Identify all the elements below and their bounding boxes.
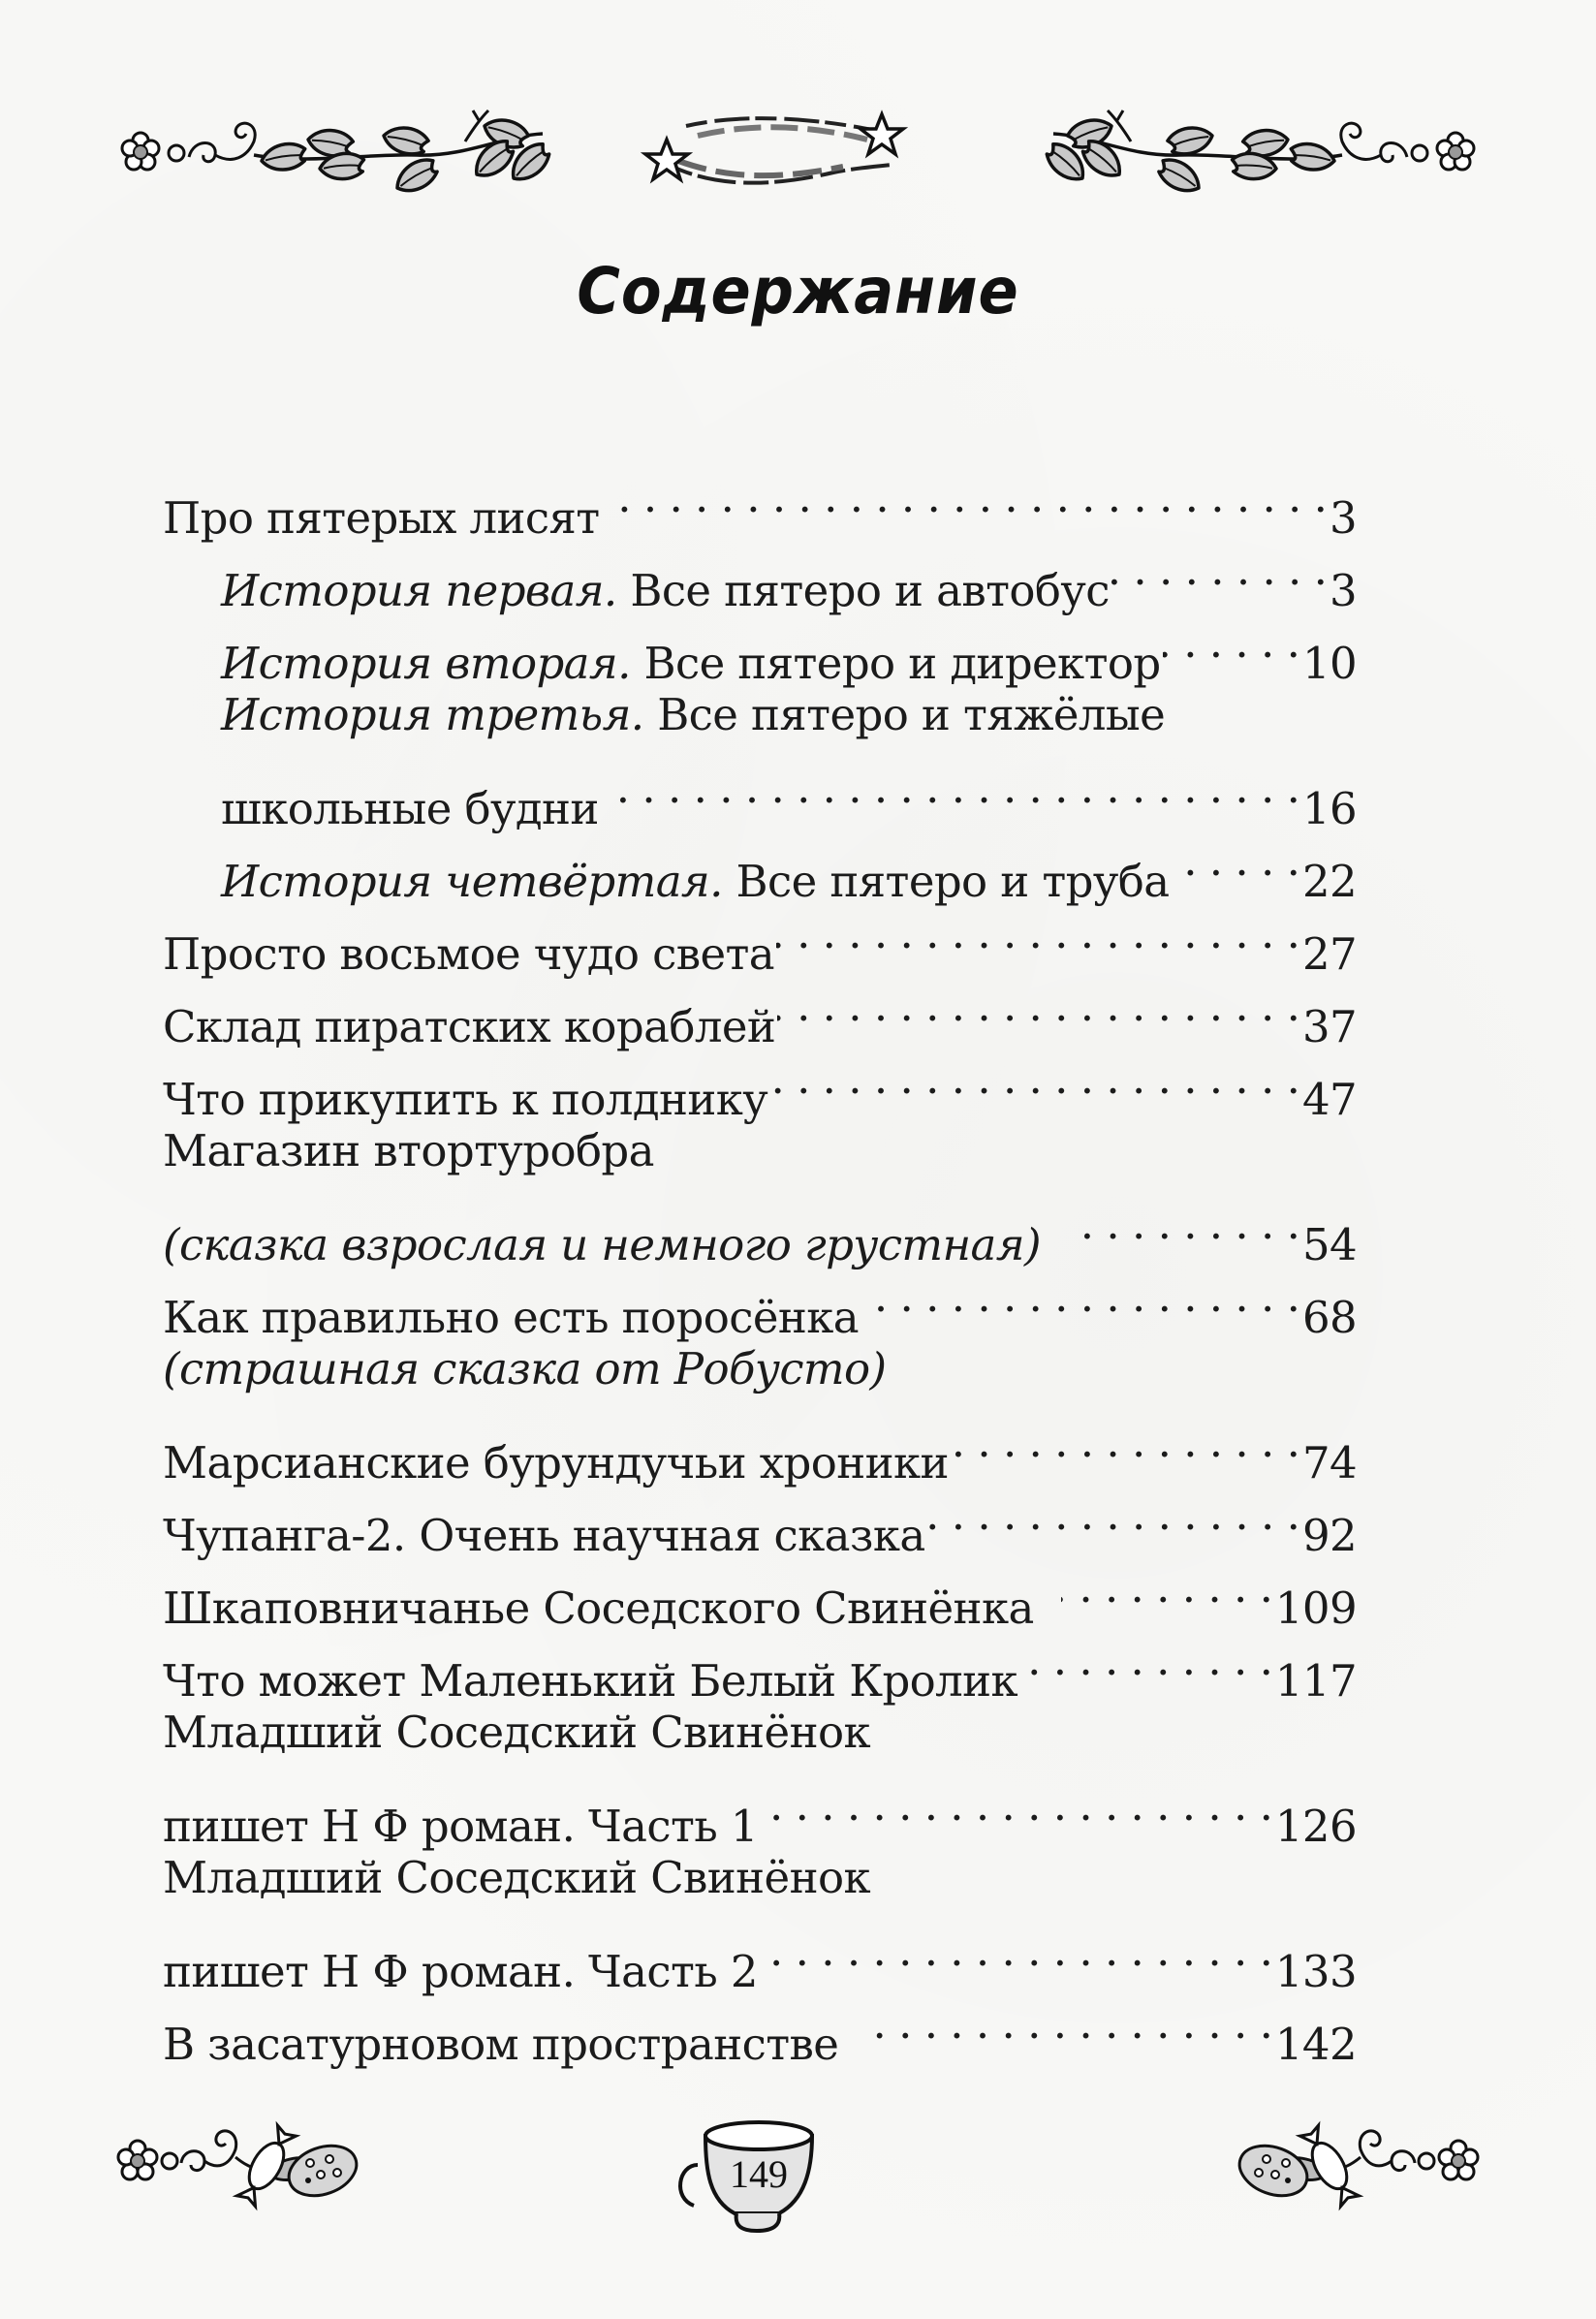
dot-leader [1171,824,1299,896]
toc-entry-label: Что прикупить к полднику [163,1074,768,1125]
table-of-contents [163,460,1357,2070]
dot-leader [927,1478,1300,1551]
toc-page-number: 126 [1274,1801,1357,1852]
toc-page-number: 117 [1274,1655,1357,1707]
toc-entry-label: Младший Соседский Свинёнок [163,1852,870,1903]
toc-page-number: 3 [1329,492,1357,544]
dot-leader [1111,533,1328,606]
toc-entry-label: Про пятерых лисят [163,492,600,544]
toc-entry-label: Все пятеро и директор [630,638,1161,689]
toc-page-number: 109 [1274,1583,1357,1634]
dot-leader [1163,606,1300,678]
toc-entry-title [163,918,774,990]
dot-leader [777,969,1300,1042]
shooting-star-icon [645,114,903,183]
toc-entry-title [221,678,1165,751]
toc-page-number: 47 [1301,1074,1357,1125]
toc-entry-label: Все пятеро и труба [722,856,1170,907]
toc-entry-title [163,1572,1034,1645]
toc-entry-title [163,1935,758,2008]
toc-entry[interactable] [163,1914,1357,1997]
toc-entry-subtitle-italic: (страшная сказка от Робусто) [163,1343,887,1395]
toc-entry-title [221,554,1110,627]
dot-leader [776,896,1300,969]
bottom-ornament [0,2113,1596,2239]
toc-entry-label: Все пятеро и автобус [616,565,1110,616]
toc-entry[interactable] [163,678,1357,751]
toc-entry-title [163,1499,925,1572]
toc-entry-label: школьные будни [221,783,599,834]
page-title: Содержание [577,254,1019,329]
dot-leader [1061,1551,1273,1623]
floral-vine-icon [0,97,1596,204]
toc-entry-title [163,2008,838,2081]
toc-entry-label: Марсианские бурундучьи хроники [163,1437,949,1489]
toc-entry-subtitle-italic: История третья. [221,689,644,740]
toc-entry[interactable] [163,1841,1357,1914]
toc-entry[interactable] [163,751,1357,834]
toc-entry-subtitle-italic: История вторая. [221,638,631,689]
toc-entry-subtitle-italic: История четвёртая. [221,856,723,907]
toc-entry[interactable] [163,460,1357,544]
toc-entry-title [163,1332,886,1405]
toc-page-number: 10 [1301,638,1357,689]
toc-entry[interactable] [163,1405,1357,1489]
toc-entry-label: Все пятеро и тяжёлые [643,689,1166,740]
toc-page-number: 3 [1329,565,1357,616]
toc-entry-subtitle-italic: (сказка взрослая и немного грустная) [163,1219,1041,1270]
toc-entry[interactable] [163,1769,1357,1852]
dot-leader [951,1405,1300,1478]
toc-entry-label: пишет Н Ф роман. Часть 2 [163,1946,758,1997]
toc-page-number: 142 [1274,2019,1357,2070]
dot-leader [760,1769,1273,1841]
dot-leader [601,751,1300,824]
toc-entry-title [221,772,599,845]
dot-leader [760,1914,1273,1987]
toc-entry-label: Магазин втортуробра [163,1125,654,1176]
toc-entry-label: пишет Н Ф роман. Часть 1 [163,1801,758,1852]
toc-entry-subtitle-italic: История первая. [221,565,617,616]
toc-page-number: 74 [1301,1437,1357,1489]
toc-entry[interactable] [163,1187,1357,1270]
toc-entry-title [163,990,775,1063]
page-number: 149 [730,2152,788,2196]
toc-entry-label: Как правильно есть поросёнка [163,1292,860,1343]
toc-page-number: 54 [1301,1219,1357,1270]
toc-page-number: 133 [1274,1946,1357,1997]
toc-entry-label: Что может Маленький Белый Кролик [163,1655,1018,1707]
dot-leader [1019,1623,1273,1696]
toc-page-number: 27 [1301,928,1357,980]
dot-leader [1068,1187,1300,1260]
toc-page-number: 37 [1301,1001,1357,1052]
dot-leader [602,460,1328,533]
toc-page-number: 16 [1301,783,1357,834]
toc-page-number: 92 [1301,1510,1357,1561]
toc-entry-title [163,1696,870,1769]
toc-page-number: 22 [1301,856,1357,907]
toc-entry-label: В засатурновом пространстве [163,2019,839,2070]
toc-entry-title [163,482,600,554]
toc-page-number: 68 [1301,1292,1357,1343]
toc-entry-label: Шкаповничанье Соседского Свинёнка [163,1583,1034,1634]
toc-entry-label: Просто восьмое чудо света [163,928,775,980]
toc-entry[interactable] [163,1332,1357,1405]
toc-entry-title [163,1841,870,1914]
toc-entry-title [163,1114,654,1187]
toc-entry-label: Младший Соседский Свинёнок [163,1707,870,1758]
toc-entry[interactable] [163,1696,1357,1769]
dot-leader [861,1260,1300,1332]
dot-leader [865,1987,1273,2059]
toc-entry-label: Склад пиратских кораблей [163,1001,776,1052]
top-ornament [0,97,1596,204]
toc-entry-label: Чупанга-2. Очень научная сказка [163,1510,925,1561]
toc-entry-title [163,1426,949,1499]
dot-leader [769,1042,1300,1114]
